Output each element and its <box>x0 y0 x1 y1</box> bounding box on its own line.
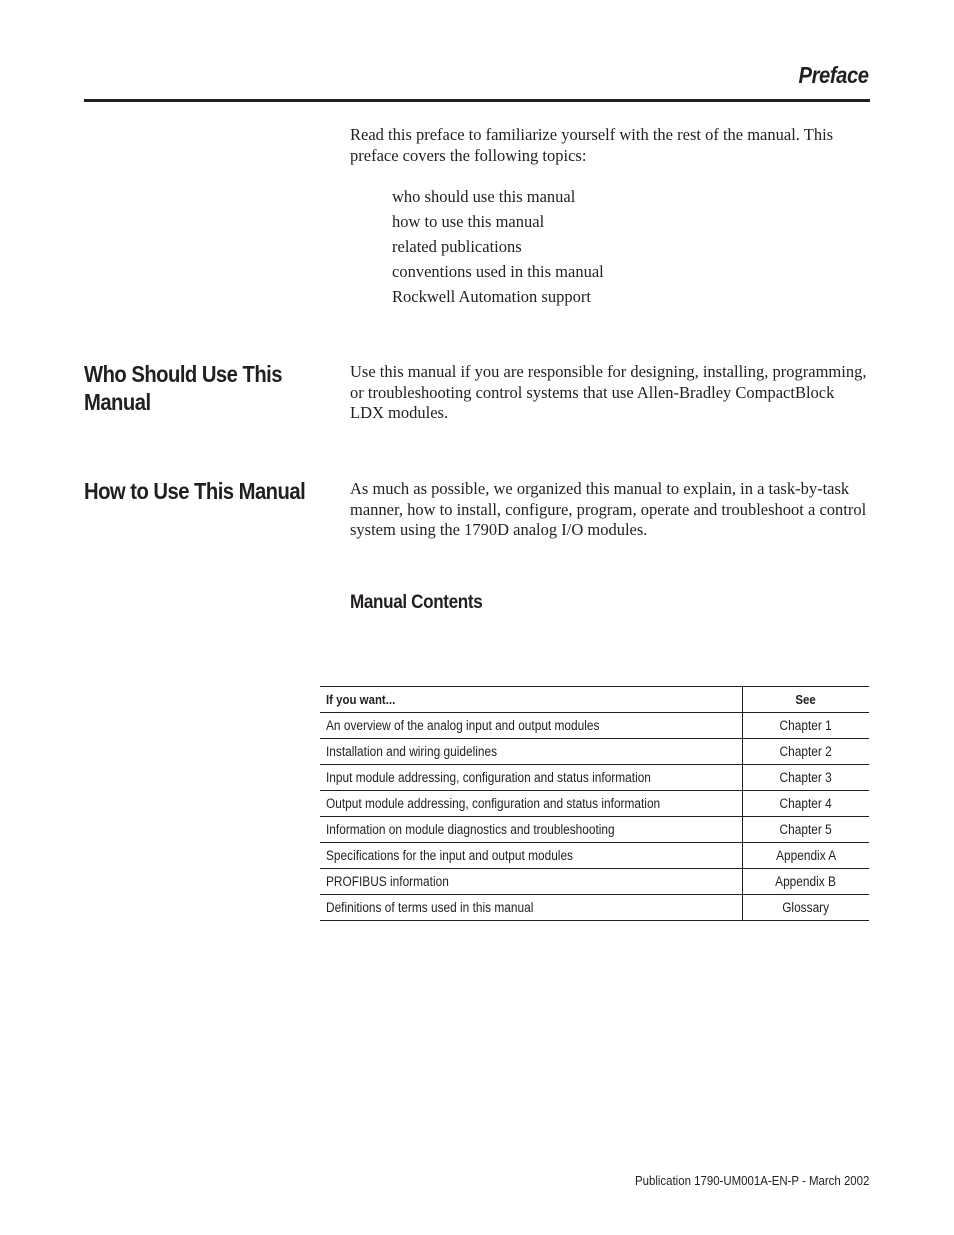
table-cell: An overview of the analog input and output modules <box>320 713 743 739</box>
table-cell: Specifications for the input and output modules <box>320 843 743 869</box>
table-cell: Glossary <box>743 895 870 921</box>
table-cell: Appendix B <box>743 869 870 895</box>
table-cell: Output module addressing, configuration and status information <box>320 791 743 817</box>
table-row <box>320 869 869 895</box>
table-cell: Chapter 3 <box>743 765 870 791</box>
table-row <box>320 765 869 791</box>
table-cell: Chapter 2 <box>743 739 870 765</box>
header-rule <box>84 99 870 102</box>
list-item: Rockwell Automation support <box>392 287 591 306</box>
list-item: related publications <box>392 237 522 256</box>
table-cell: Installation and wiring guidelines <box>320 739 743 765</box>
table-header-row <box>320 687 869 713</box>
manual-contents-heading: Manual Contents <box>350 592 483 613</box>
topics-list <box>392 184 604 309</box>
table-cell: Appendix A <box>743 843 870 869</box>
manual-contents-table <box>320 686 869 921</box>
list-item: how to use this manual <box>392 212 545 231</box>
how-to-use-text: As much as possible, we organized this manual to explain, in a task-by-task manner, how to install, configure, program, operate and troubleshoot a control system using the 1790D analog I/O modules. <box>350 479 867 539</box>
table-row <box>320 843 869 869</box>
column-header: See <box>743 687 870 713</box>
page-title: Preface <box>798 62 869 88</box>
intro-paragraph: Read this preface to familiarize yourself with the rest of the manual. This preface covers the following topics: <box>350 125 834 165</box>
table-row <box>320 739 869 765</box>
publication-footer: Publication 1790-UM001A-EN-P - March 2002 <box>634 1173 869 1188</box>
table-cell: Input module addressing, configuration and status information <box>320 765 743 791</box>
who-should-use-text: Use this manual if you are responsible for designing, installing, programming, or troubleshooting control systems that use Allen-Bradley CompactBlock LDX modules. <box>350 362 867 422</box>
how-to-use-heading: How to Use This Manual <box>84 478 306 504</box>
table-cell: Chapter 5 <box>743 817 870 843</box>
who-should-use-heading: Who Should Use This Manual <box>84 361 282 415</box>
table-cell: Definitions of terms used in this manual <box>320 895 743 921</box>
table-cell: Information on module diagnostics and troubleshooting <box>320 817 743 843</box>
table-row <box>320 817 869 843</box>
table-row <box>320 791 869 817</box>
table-cell: Chapter 1 <box>743 713 870 739</box>
table-cell: Chapter 4 <box>743 791 870 817</box>
table-row <box>320 895 869 921</box>
list-item: who should use this manual <box>392 187 576 206</box>
table-cell: PROFIBUS information <box>320 869 743 895</box>
table-row <box>320 713 869 739</box>
column-header: If you want... <box>320 687 743 713</box>
list-item: conventions used in this manual <box>392 262 604 281</box>
